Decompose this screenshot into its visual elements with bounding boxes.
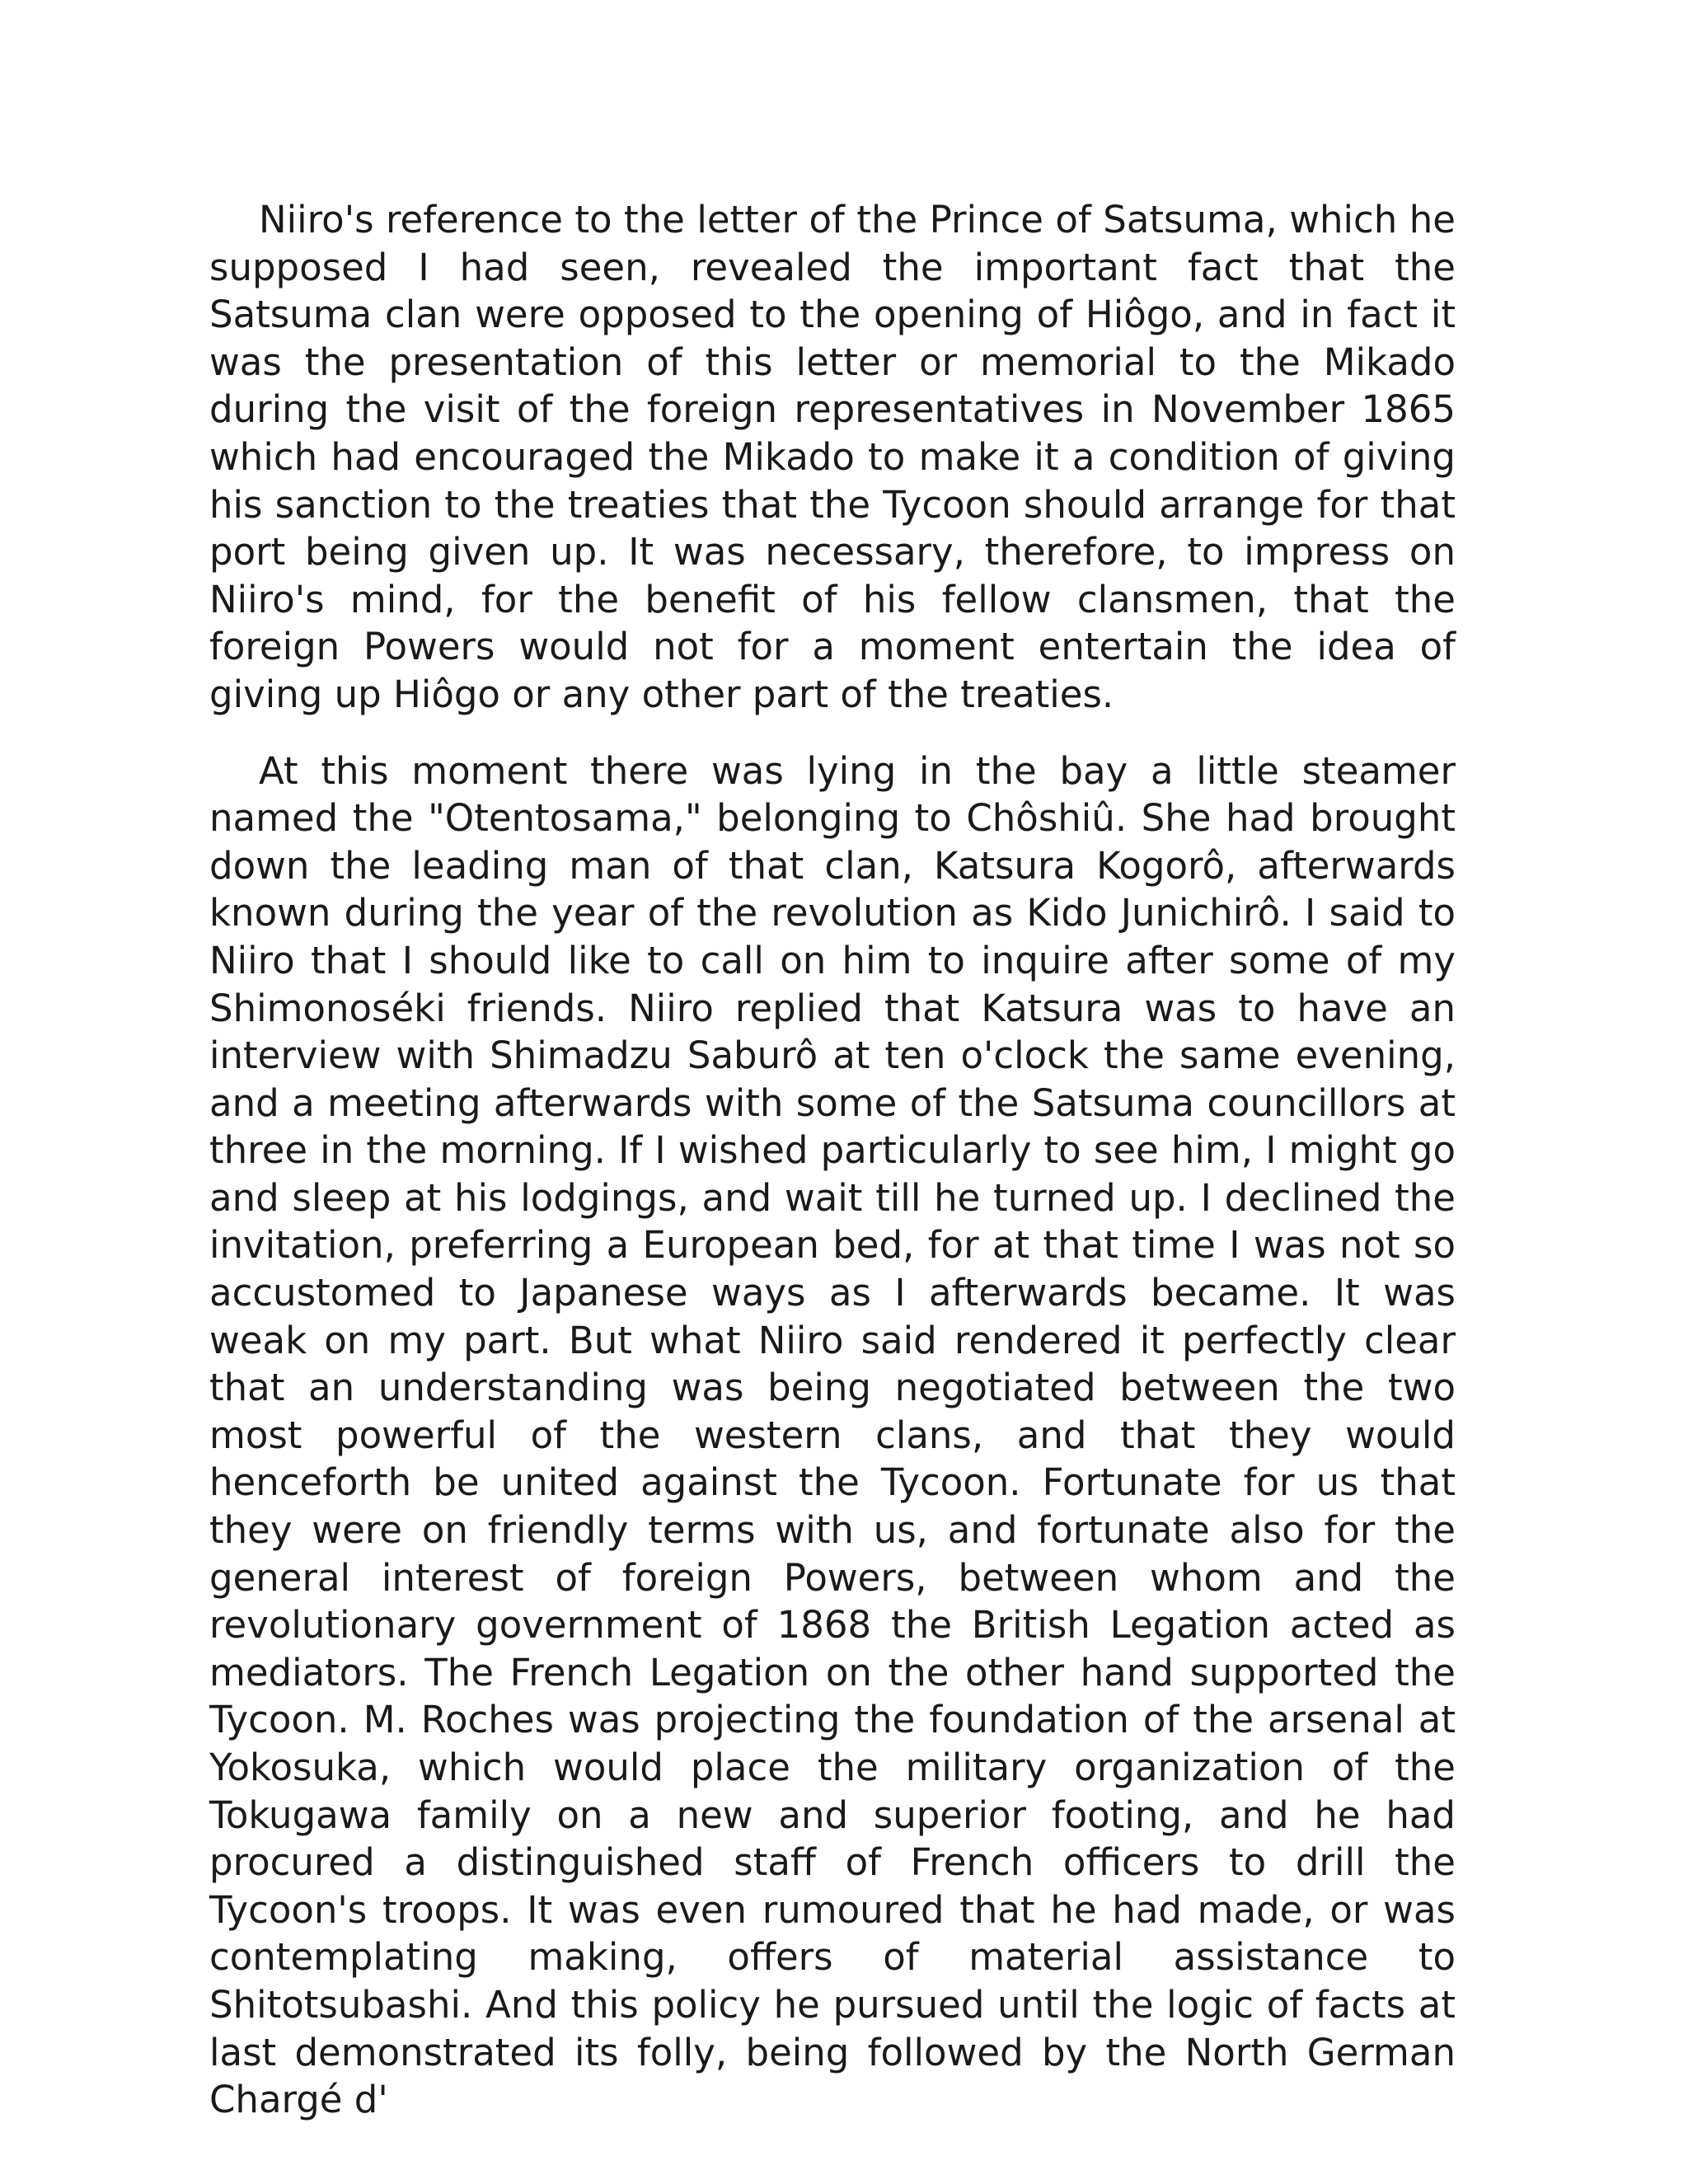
body-text <box>209 196 1456 2124</box>
paragraph-2: At this moment there was lying in the bay a little steamer named the "Otentosama," belonging to Chôshiû. She had brought down the leading man of that clan, Katsura Kogorô, afterwards known during the year of the revolution as Kido Junichirô. I said to Niiro that I should like to call on him to inquire after some of my Shimonoséki friends. Niiro replied that Katsura was to have an interview with Shimadzu Saburô at ten o'clock the same evening, and a meeting afterwards with some of the Satsuma councillors at three in the morning. If I wished particularly to see him, I might go and sleep at his lodgings, and wait till he turned up. I declined the invitation, preferring a European bed, for at that time I was not so accustomed to Japanese ways as I afterwards became. It was weak on my part. But what Niiro said rendered it perfectly clear that an understanding was being negotiated between the two most powerful of the western clans, and that they would henceforth be united against the Tycoon. Fortunate for us that they were on friendly terms with us, and fortunate also for the general interest of foreign Powers, between whom and the revolutionary government of 1868 the British Legation acted as mediators. The French Legation on the other hand supported the Tycoon. M. Roches was projecting the foundation of the arsenal at Yokosuka, which would place the military organization of the Tokugawa family on a new and superior footing, and he had procured a distinguished staff of French officers to drill the Tycoon's troops. It was even rumoured that he had made, or was contemplating making, offers of material assistance to Shitotsubashi. And this policy he pursued until the logic of facts at last demonstrated its folly, being followed by the North German Chargé d' <box>209 748 1456 2122</box>
paragraph-1: Niiro's reference to the letter of the Prince of Satsuma, which he supposed I had seen, revealed the important fact that the Satsuma clan were opposed to the opening of Hiôgo, and in fact it was the presentation of this letter or memorial to the Mikado during the visit of the foreign representatives in November 1865 which had encouraged the Mikado to make it a condition of giving his sanction to the treaties that the Tycoon should arrange for that port being given up. It was necessary, therefore, to impress on Niiro's mind, for the benefit of his fellow clansmen, that the foreign Powers would not for a moment entertain the idea of giving up Hiôgo or any other part of the treaties. <box>209 198 1456 716</box>
